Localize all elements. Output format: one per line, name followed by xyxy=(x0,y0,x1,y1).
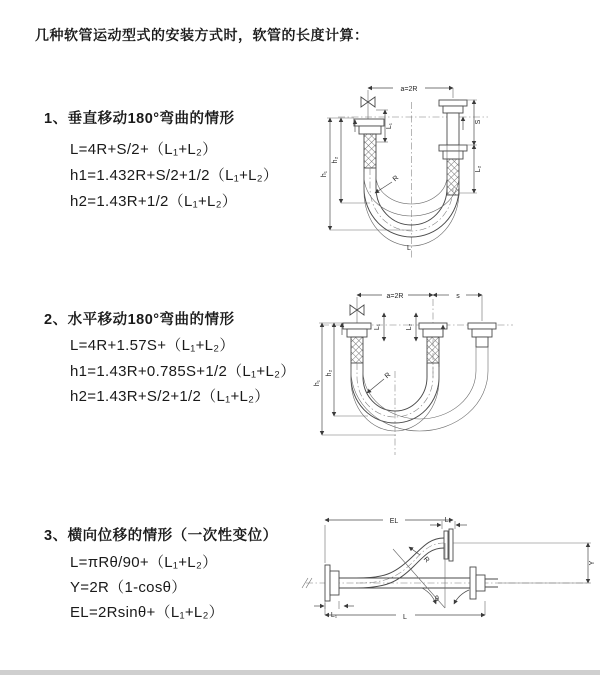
left-flange xyxy=(354,119,384,168)
dim-label-a2r: a=2R xyxy=(386,293,404,300)
formula-line: h2=1.43R+1/2（L₁+L₂） xyxy=(70,193,238,210)
angle-arrow xyxy=(454,590,469,604)
section-2-heading: 2、水平移动180°弯曲的情形 xyxy=(44,312,235,328)
left-flange xyxy=(343,323,371,363)
angle-arrow xyxy=(422,588,436,604)
formula-line: Y=2R（1-cosθ） xyxy=(70,579,187,596)
formula-line: h1=1.43R+0.785S+1/2（L₁+L₂） xyxy=(70,363,296,380)
right-flange-lower xyxy=(439,145,467,195)
diagram-horizontal-180-bend xyxy=(308,283,590,463)
section-3-heading: 3、横向位移的情形（一次性变位） xyxy=(44,528,278,544)
formula-line: L=4R+S/2+（L₁+L₂） xyxy=(70,141,218,158)
right-flange xyxy=(468,323,496,347)
dim-label-theta: θ xyxy=(435,596,439,603)
dim-label-s: s xyxy=(456,293,460,300)
dim-label-h2: h₂ xyxy=(326,369,333,377)
hose-s-curve xyxy=(356,538,444,588)
formula-line: L=4R+1.57S+（L₁+L₂） xyxy=(70,337,235,354)
dim-label-l1: L₁ xyxy=(330,612,338,619)
formula-line: h1=1.432R+S/2+1/2（L₁+L₂） xyxy=(70,167,279,184)
page-title: 几种软管运动型式的安装方式时，软管的长度计算： xyxy=(35,27,369,43)
upper-right-flange xyxy=(444,529,453,561)
right-lower-flange xyxy=(470,567,498,599)
dim-label-r: R xyxy=(421,555,431,565)
extension-line xyxy=(325,601,485,615)
extension-line xyxy=(325,601,339,609)
valve-icon xyxy=(350,297,364,323)
dim-label-l: L xyxy=(407,245,411,252)
dim-label-l2: L₂ xyxy=(444,517,452,524)
radius-leader xyxy=(367,379,384,393)
dim-label-l2: L₂ xyxy=(406,323,413,331)
dim-label-a2r: a=2R xyxy=(400,86,418,93)
dim-label-r: R xyxy=(391,174,401,184)
formula-line: EL=2Rsinθ+（L₁+L₂） xyxy=(70,604,224,621)
dim-label-l1: L₁ xyxy=(374,323,381,331)
page-bottom-edge xyxy=(0,670,600,675)
formula-line: h2=1.43R+S/2+1/2（L₁+L₂） xyxy=(70,388,270,405)
dim-label-el: EL xyxy=(389,518,399,525)
dim-label-l1: L₁ xyxy=(386,122,393,130)
dim-label-l: L xyxy=(403,614,407,621)
diagram-vertical-180-bend xyxy=(308,72,590,264)
formula-line: L=πRθ/90+（L₁+L₂） xyxy=(70,554,218,571)
valve-icon xyxy=(361,90,375,119)
dim-label-y: Y xyxy=(589,560,596,566)
dim-label-h1: h₁ xyxy=(314,379,321,387)
dim-label-s: S xyxy=(475,119,482,125)
diagram-lateral-displacement xyxy=(298,503,600,645)
dim-label-h2: h₂ xyxy=(332,156,339,164)
dim-label-r: R xyxy=(383,371,393,381)
dim-label-h1: h₁ xyxy=(321,170,328,178)
dim-label-l2: L₂ xyxy=(475,165,482,173)
section-1-heading: 1、垂直移动180°弯曲的情形 xyxy=(44,111,235,127)
